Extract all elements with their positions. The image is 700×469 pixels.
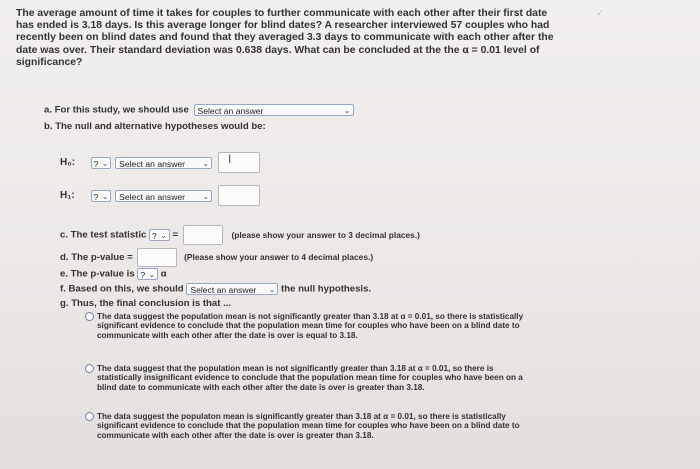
h1-parameter-value: ? xyxy=(93,191,99,202)
h1-parameter-select[interactable] xyxy=(91,190,112,202)
h0-operator-select[interactable] xyxy=(115,157,212,169)
test-statistic-input[interactable] xyxy=(183,225,223,245)
part-e-row xyxy=(60,268,167,280)
part-f-suffix: the null hypothesis. xyxy=(281,283,372,295)
part-c-row xyxy=(60,225,420,245)
h1-value-input[interactable] xyxy=(218,185,260,206)
chevron-down-icon: ⌄ xyxy=(343,106,351,115)
p-value-input[interactable] xyxy=(137,248,177,267)
chevron-down-icon: ⌄ xyxy=(148,270,156,279)
question-text: The average amount of time it takes for couples to further communicate with each other after their first date has ended is 3.18 days. Is this average longer for blind dates? A researcher interviewed 57 couples who had recently been on blind dates and found that they averaged 3.3 days to communicate with each other after the date was over. Their standard deviation was 0.638 days. What can be concluded at the the α = 0.01 level of significance? xyxy=(16,8,554,68)
chevron-down-icon: ⌄ xyxy=(202,158,210,168)
conclusion-option-text: The data suggest the population mean is not significantly greater than 3.18 at α = 0.01, so there is statistically significant evidence to conclude that the population mean time for couples who have been on a blind date to communicate with each other after the date is over is equal to 3.18. xyxy=(97,312,524,340)
alpha-symbol: α xyxy=(160,268,167,280)
h0-label: H₀: xyxy=(60,157,76,169)
part-c-label: c. The test statistic xyxy=(60,229,147,241)
p-value-comparison-value: ? xyxy=(140,270,146,280)
h0-value-input[interactable] xyxy=(218,152,260,173)
equals-sign: = xyxy=(172,229,179,241)
chevron-down-icon: ⌄ xyxy=(101,158,109,168)
h1-operator-value: Select an answer xyxy=(119,191,186,202)
conclusion-option-1[interactable] xyxy=(97,312,527,340)
text-cursor-icon: I xyxy=(228,152,232,166)
chevron-down-icon: ⌄ xyxy=(202,191,210,201)
part-d-row xyxy=(60,248,373,267)
part-a-label: a. For this study, we should use xyxy=(44,104,189,116)
part-d-label: d. The p-value = xyxy=(60,252,133,264)
chevron-down-icon: ⌄ xyxy=(268,285,276,294)
part-e-label: e. The p-value is xyxy=(60,268,135,280)
chevron-down-icon: ⌄ xyxy=(101,191,109,201)
decision-select-value: Select an answer xyxy=(190,285,257,295)
part-b-label: b. The null and alternative hypotheses would be: xyxy=(44,121,266,132)
part-f-row xyxy=(60,283,371,295)
h0-parameter-select[interactable] xyxy=(91,157,112,169)
part-d-note: (Please show your answer to 4 decimal places.) xyxy=(184,252,374,263)
part-c-note: (please show your answer to 3 decimal places.) xyxy=(231,229,420,240)
p-value-comparison-select[interactable] xyxy=(137,268,158,280)
conclusion-option-text: The data suggest that the population mean is not significantly greater than 3.18 at α = 0.01, so there is statistically insignificant evidence to conclude that the population mean time for couples who have been on a blind date to communicate with each other after the date is over is greater than 3.18. xyxy=(97,364,523,392)
test-statistic-type-select[interactable] xyxy=(149,229,170,241)
conclusion-option-2[interactable] xyxy=(97,364,527,392)
test-statistic-type-value: ? xyxy=(152,231,157,241)
study-type-select-value: Select an answer xyxy=(197,106,264,116)
chevron-down-icon: ⌄ xyxy=(160,231,167,240)
radio-button[interactable] xyxy=(85,364,94,373)
faint-mark: ✓ xyxy=(596,8,604,18)
h1-label: H₁: xyxy=(60,190,75,202)
part-f-label: f. Based on this, we should xyxy=(60,283,184,295)
conclusion-option-text: The data suggest the populaton mean is significantly greater than 3.18 at α = 0.01, so there is statistically significant evidence to conclude that the population mean time for couples who have been on a blind date to communicate with each other after the date is over is greater than 3.18. xyxy=(97,412,520,440)
radio-button[interactable] xyxy=(85,412,94,421)
radio-button[interactable] xyxy=(85,312,94,321)
part-g-label: g. Thus, the final conclusion is that ... xyxy=(60,298,232,309)
part-a-row xyxy=(44,104,354,116)
h1-row xyxy=(60,185,260,206)
decision-select[interactable] xyxy=(186,283,278,295)
study-type-select[interactable] xyxy=(194,104,354,116)
h0-operator-value: Select an answer xyxy=(119,158,186,169)
conclusion-option-3[interactable] xyxy=(97,412,527,440)
h0-parameter-value: ? xyxy=(93,158,99,169)
h1-operator-select[interactable] xyxy=(115,190,212,202)
